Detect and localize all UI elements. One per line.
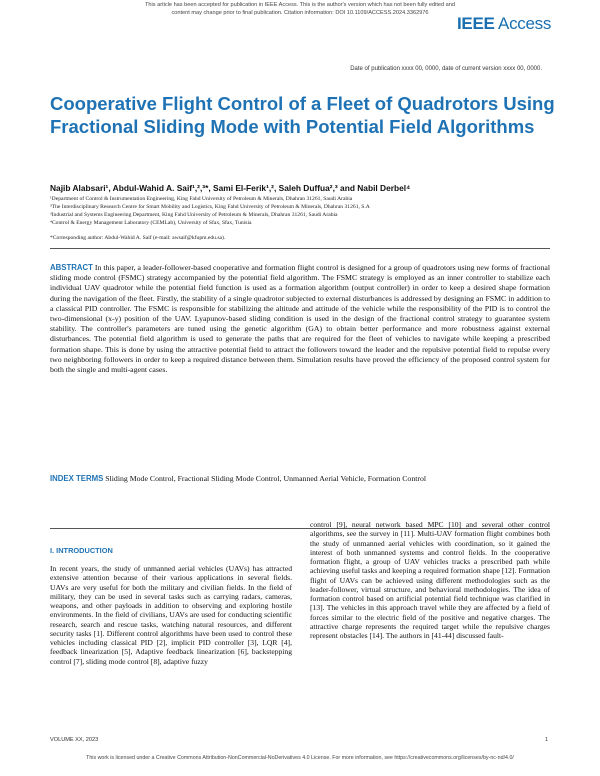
logo-access: Access	[498, 14, 552, 33]
intro-column-left: In recent years, the study of unmanned aerial vehicles (UAVs) has attracted extensive attention because of their various applications in several fields. UAVs are very useful for both the military and civilian fields. In the field of military, they can be used in several tasks such as carrying radars, cameras, weapons, and other payloads in addition to observing and exploring hostile environments. In the field of civilians, UAVs are used for conducting scientific research, search and rescue tasks, watching natural resources, and different security tasks [1]. Different control algorithms have been used to control these vehicles including classical PID [2], implicit PID controller [3], LQR [4], feedback linearization [5], Adaptive feedback linearization [6], backstepping control [7], sliding mode control [8], adaptive fuzzy	[50, 564, 292, 666]
affiliation-1: ¹Department of Control & Instrumentation Engineering, King Fahd University of Petroleum & Minerals, Dhahran 31261, Saudi Arabia	[50, 196, 353, 202]
paper-title: Cooperative Flight Control of a Fleet of Quadrotors Using Fractional Sliding Mode with Potential Field Algorithms	[50, 93, 555, 137]
affiliation-2: ²The Interdisciplinary Research Centre for Smart Mobility and Logistics, King Fahd University of Petroleum & Minerals, Dhahran 31261, S.A	[50, 204, 370, 210]
affiliation-4: ⁴Control & Energy Management Laboratory (CEMLab), University of Sfax, Sfax, Tunisia	[50, 220, 252, 226]
logo-ieee: IEEE	[457, 14, 495, 33]
index-terms-label: INDEX TERMS	[50, 474, 104, 483]
abstract-label: ABSTRACT	[50, 263, 93, 272]
section-heading: I. INTRODUCTION	[50, 546, 113, 555]
intro-column-right: control [9], neural network based MPC [10] and several other control algorithms, see the survey in [11]. Multi-UAV formation flight combines both the study of unmanned aerial vehicles with coordination, so it gained the interest of both unmanned systems and control fields. In the cooperative formation flight, a group of UAV vehicles tracks a prescribed path while achieving useful tasks and keeping a required formation shape [12]. Formation flight of UAVs can be achieved using different methodologies such as the leader-follower, virtual structure, and behavioral methodologies. The idea of formation control based on artificial potential field technique was clarified in [13]. The vehicles in this approach travel while they are affected by a field of forces similar to the electric field of the positive and negative charges. The attractive charge represents the required target while the repulsive charges represent obstacles [14]. The authors in [41-44] discussed fault-	[310, 520, 550, 640]
divider-top	[50, 248, 550, 249]
abstract	[50, 263, 550, 375]
corresponding-author: *Corresponding author: Abdul-Wahid A. Saif (e-mail: awsaif@kfupm.edu.sa).	[50, 235, 226, 241]
page-number: 1	[545, 737, 549, 743]
license-notice: This work is licensed under a Creative Commons Attribution-NonCommercial-NoDerivatives 4.0 License. For more information, see https://creativecommons.org/licenses/by-nc-nd/4.0/	[86, 755, 514, 761]
publication-dates: Date of publication xxxx 00, 0000, date of current version xxxx 00, 0000.	[350, 66, 542, 72]
author-list: Najib Alabsari¹, Abdul-Wahid A. Saif¹,²,³*, Sami El-Ferik¹,², Saleh Duffua²,³ and Nabil Derbel⁴	[50, 183, 411, 193]
notice-line-1: This article has been accepted for publication in IEEE Access. This is the author's version which has not been fully edited and	[144, 2, 456, 8]
affiliation-3: ³Industrial and Systems Engineering Department, King Fahd University of Petroleum & Minerals, Dhahran 31261, Saudi Arabia	[50, 212, 338, 218]
notice-line-2: content may change prior to final publication. Citation information: DOI 10.1109/ACCESS.2024.3362976	[171, 9, 429, 16]
abstract-text: In this paper, a leader-follower-based cooperative and formation flight control is designed for a group of quadrotors using new forms of fractional sliding mode control (FSMC) strategy accompanied by the potential field algorithm. The FSMC strategy is employed as an inner controller to stabilize each individual UAV quadrotor while the potential field function is used as a formation algorithm (output controller) in order to keep a desired shape formation during the navigation of the fleet. Firstly, the stability of a single quadrotor subjected to external disturbances is addressed by designing an FSMC in addition to a classical PID controller. The FSMC is responsible for stabilizing the altitude and attitude of the vehicle while the responsibility of the PID is to control the two-dimensional (x-y) position of the UAV. Lyapunov-based sliding condition is used in the design of the fractional control strategy to guarantee system stability. The controller's parameters are tuned using the genetic algorithm (GA) to obtain better performance and more robustness against external disturbances. The potential field algorithm is used to generate the paths that are required for the fleet of vehicles to navigate while keeping a prescribed formation shape. This is done by using the attractive potential field to attract the followers toward the leader and the repulsive potential field to repulse every two neighboring followers in order to keep a required distance between them. Simulation results have proved the efficiency of the proposed control system for both the single and multi-agent cases.	[50, 263, 550, 375]
index-terms	[50, 474, 550, 484]
ieee-access-logo	[457, 14, 551, 34]
volume-footer: VOLUME XX, 2023	[50, 737, 99, 743]
index-terms-text: Sliding Mode Control, Fractional Sliding Mode Control, Unmanned Aerial Vehicle, Formation Control	[105, 474, 427, 483]
